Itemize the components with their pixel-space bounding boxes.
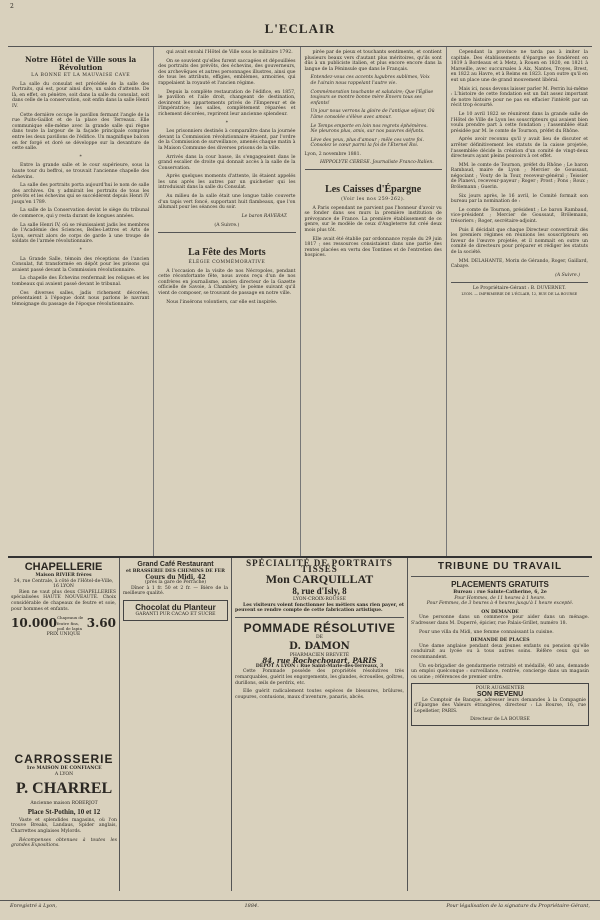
paragraph: Après quelques moments d'attente, ils étaient appelés les uns après les autres par un guichetier qui les introduisait dans la salle du Consulat. [158, 174, 296, 191]
ad-fixed-price: PRIX UNIQUE [46, 631, 81, 637]
ad-promo-number: 10.000 [11, 615, 57, 630]
ad-listing: Un ex-brigadier de gendarmerie retraité et médaillé, 40 ans, demande un emploi quelconque : surveillance, rentrée, concierge dans un magasin ou usine ; références de premier ordre. [411, 663, 589, 680]
ad-doctor: D. DAMON [289, 640, 350, 652]
paragraph: Cette dernière occupe le pavillon fermant l'angle de la rue Puits-Gaillot et de la place des Terreaux. Elle communique elle-même avec la grande salle qui règne dans toute la largeur de la façade principale comprise entre les deux pavillons de l'édifice. Un magnifique balcon en fer forgé et doré se développe sur la devanture de cette salle. [12, 112, 150, 152]
poem-stanza: Entendez-vous ces accents lugubres sublimes, Voix de l'airain nous rappelant l'autre vie. [310, 75, 430, 86]
ad-awards: Récompenses obtenues à toutes les grandes Expositions. [11, 837, 117, 849]
paragraph: Mais ici, nous devons laisser parler M. Perrin lui-même : L'histoire de cette fondation est un fait assez important de notre histoire pour ne pas en effacier l'intérêt par un récit trop écourté. [450, 86, 588, 109]
paragraph: La salle des portraits porta aujourd'hui le nom de salle des archives. On y admirait les portraits de tous les prévôts et les échevins qui se succédèrent depuis Henri IV jusqu'en 1789. [12, 183, 150, 205]
paragraph: Ces diverses salles, jadis richement décorées, présentaient à l'époque dont nous parlons le navrant témoignage du passage de l'époque révolutionnaire. [12, 290, 150, 307]
ad-former: Ancienne maison ROBERJOT [30, 801, 98, 807]
footer-year: 1884. [244, 903, 259, 909]
printer-line: LYON. — IMPRIMERIE DE L'ÉCLAIR, 12, RUE DE LA BOURSE [461, 291, 578, 296]
paragraph: Six jours après, le 16 avril, le Comité formait son bureau par la nomination de : [450, 193, 588, 205]
ad-body: Cette Pommade possède des propriétés résolutives très remarquables, guérit les engorgements, les glandes, écrouelles, goîtres, durillons, œils de perdrix, etc. [235, 669, 404, 686]
ad-cafe-chocolate [120, 558, 232, 891]
divider [158, 232, 295, 233]
ad-hours-men: Pour Hommes, de 11 heures à 1 heure. [454, 595, 546, 601]
article-columns [8, 46, 592, 556]
poem-date: Lyon, 2 novembre 1881. [304, 151, 361, 157]
ad-body: Vaste et splendides magasins, où l'on trouve Breaks, Landaus, Spider anglais, Charrettes anglaises Mylords. [11, 817, 117, 834]
ad-address: 8, rue d'Isly, 8 [292, 586, 347, 597]
ad-shop: 84, rue Rochechouart, PARIS [262, 656, 377, 666]
ad-chocolate-box [123, 600, 228, 621]
paragraph: La salle Henri IV, où se réunissaient jadis les membres de l'Académie des Sciences, Belles-Lettres et Arts de Lyon, servait alors de corps de garde à une troupe de soldats de l'armée révolutionnaire. [12, 222, 150, 245]
ad-city: LYON-CROIX-ROUSSE [292, 597, 346, 603]
paragraph: Nous l'insérons volontiers, car elle est inspirée. [166, 299, 278, 305]
ad-profit-body: Le Comptoir de Banque, adresser leurs demandes à la Compagnie d'Épargne des Valeurs étrangères, directeur : La Bourse, 16, rue Lepelletier, PARIS. [414, 697, 586, 714]
article-title: Notre Hôtel de Ville sous la Révolution [25, 55, 137, 72]
ad-title: Grand Café Restaurant [137, 561, 214, 568]
ad-house: Mon CARQUILLAT [265, 572, 374, 587]
paragraph: Le 10 avril 1822 se réunirent dans la grande salle de l'Hôtel de Ville de Lyon les souscripteurs qui avaient bien voulu prendre part à cette fondation ; l'assemblée était présidée par M. le comte de Tournon, préfet du Rhône. [450, 111, 588, 134]
paragraph: Arrivés dans la cour basse, ils s'engageaient dans le grand escalier de droite qui donnait accès à la salle de la Conservation. [158, 154, 296, 171]
ad-promo-price: 3.60 [86, 615, 116, 630]
ad-body: Elle guérit radicalement toutes espèces de blessures, brûlures, coupures, contusions, maux d'aventure, panaris, abcès. [235, 689, 404, 700]
ad-profit-big: SON REVENU [476, 690, 524, 698]
ad-promo-text: Chapeaux de feutre fins, poil de lapin [56, 615, 84, 632]
article-subtitle: ÉLÉGIE COMMÉMORATIVE [188, 260, 266, 266]
footer-registered: Enregistré à Lyon, [10, 903, 57, 909]
article-title: Les Caisses d'Épargne [325, 184, 422, 196]
paragraph: Depuis la complète restauration de l'édifice, en 1857, le pavillon et l'aile droit, changeant de destination, devinrent les appartements privés de l'Empereur et de l'Impératrice; les salles, complètement réparées et richement décorées, reprirent leur ancienne splendeur. [158, 89, 296, 117]
footer [0, 900, 600, 913]
paragraph: La chapelle des Échevins renfermait les reliques et les tombeaux qui avaient passé devant le tribunal. [12, 276, 150, 287]
member-list: MM. le comte de Tournon, préfet du Rhône ; Le baron Rambaud, maire de Lyon ; Mercier de Goussaut, négociant ; Vouty de la Tour, receveur-général ; Teissier de Planevi, receveur-payeur ; Roger ; Prost ; Pons ; Roux ; Brölemann ; Guerin. [450, 162, 588, 191]
article-subtitle: (Voir les nos 259-262). [341, 197, 406, 203]
ad-title: TRIBUNE DU TRAVAIL [437, 561, 563, 572]
poem-stanza: Le Temps emporte en loin nos regrets éphémères. Ne pleurons plus, amis, sur nos pauvres défunts. [310, 123, 428, 135]
ad-note: (près la gare de Perrache) [144, 580, 207, 586]
column-1 [8, 47, 154, 556]
ad-subtitle: et BRASSERIE DES CHEMINS DE FER [126, 569, 225, 574]
ad-chocolate-title: Chocolat du Planteur [135, 602, 216, 612]
column-3 [301, 47, 447, 556]
manager-signature: Le Propriétaire-Gérant : B. DUVERNET. [472, 286, 566, 292]
ad-arc-title: SPÉCIALITÉ DE PORTRAITS TISSÉS [246, 558, 393, 574]
ad-body: Rien ne vaut plus deux CHAPELLERIES spécialisées HAUTE NOUVEAUTÉ. Choix considérable de chapeaux de feutre et soie, pour hommes et enfants. [11, 589, 116, 612]
divider [305, 169, 442, 170]
ad-section-title: DEMANDE DE PLACES [470, 638, 530, 644]
divider [235, 617, 404, 618]
paragraph: Les prisonniers destinés à comparaître dans la journée devant la Commission révolutionnaire étaient, par l'ordre de la Commission de surveillance, amenés chaque matin à la Maison Commune des diverses prisons de la ville. [158, 129, 296, 151]
paragraph: A Paris cependant ne parvient pas l'honneur d'avoir vu se fonder dans ses murs la première institution de prévoyance de France. La première établissement de ce genre, sur le modèle de ceux d'Angleterre fut créé deux mois plus tôt. [304, 205, 442, 234]
ad-note: Les visiteurs voient fonctionner les métiers sans rien payer, et peuvent se rendre compte de cette fabrication artistique. [235, 602, 404, 614]
to-be-continued: (A Suivre.) [555, 272, 580, 278]
article-title: La Fête des Morts [188, 247, 266, 259]
ad-hours-women: Pour Femmes, de 3 heures à 4 heures jusqu'à 1 heure excepté. [426, 601, 574, 607]
member-list: Le comte de Tournon, président ; Le baron Rambaud, vice-président ; Mercier de Goussaut, Brölemann, trésoriers ; Roger, secrétaire-adjoint. [450, 207, 588, 225]
ad-house: Maison RIVIER frères [35, 573, 92, 578]
ad-section-title: ON DEMANDE [481, 609, 519, 615]
paragraph: Cependant la province ne tarda pas à imiter la capitale. Des établissements d'épargne se fondèrent en 1819 à Bordeaux et à Metz, à Rouen en 1820, en 1821 à Marseille, avec succursales à Aix, Nantes, Troyes, Brest, en 1822 au Havre, et à Reims en 1823. Lyon outre qu'il en eut un place une de grand mouvement libéral. [450, 50, 588, 83]
ad-depot: DÉPÔT A LYON : Rue Saint-Marie-des-Terreaux, 3 [255, 663, 384, 669]
ad-role: PHARMACIEN BREVETÉ [289, 652, 350, 658]
page-number: 2 [10, 3, 14, 10]
article-signature: Le baron RAVERAT. [241, 213, 288, 219]
ad-of: DE [315, 634, 324, 640]
ad-offer: Dîner à 1 fr. 50 et 2 fr. — Bière de la meilleure qualité. [123, 585, 228, 597]
paragraph: Elle avait été établie par ordonnance royale du 29 juin 1817 ; ses ressources consistaient dans une partie des rentes placées en vertu des Tontines et de l'entretien des hospices. [304, 236, 442, 259]
ad-place: Place St-Pothin, 10 et 12 [27, 807, 101, 816]
ad-name: P. CHARREL [15, 780, 113, 798]
ad-listing: Une personne dans un commerce pour aider dans un ménage. S'adresser dans M. Duperré, épicier, rue Palais-Grillet, numéro 18. [411, 615, 589, 626]
paragraph: On se souvient qu'elles furent saccagées et dépouillées des portraits des prévôts, des échevins, des gouverneurs, des archevêques et autres personnages illustres, ainsi que de tous les attributs, effigies, emblèmes, armoiries, qui rappelaient la royauté et l'ancien régime. [158, 58, 296, 86]
article-subtitle: LA BONNE ET LA MAUVAISE CAVE [31, 73, 131, 78]
ad-carriage-block [8, 748, 120, 852]
ad-revenue-box [411, 683, 589, 726]
ad-bureau: Bureau : rue Sainte-Catherine, 6, 2e [453, 590, 547, 595]
section-star: * [225, 120, 229, 126]
poem-signature: HIPPOLYTE CERESE. Journaliste Franco-Italien. [319, 159, 434, 165]
divider [451, 282, 588, 283]
divider [411, 576, 589, 577]
paragraph: A l'occasion de la visite de nos Nécropoles, pendant cette réconfortante fête, nous avons reçu d'un de nos confrères en journalisme, ancien directeur de la Gazette officielle de Savoie, à Chambéry, le poème suivant qu'il vient de composer, se trouvant de passage en notre ville. [158, 268, 296, 296]
ad-first-house: 1re MAISON DE CONFIANCE [26, 766, 102, 771]
paragraph: pirée par de pieux et touchants sentiments, et contient plusieurs beaux vers d'autant plus méritoires, qu'ils sont dûs à un publiciste italien, et plus encore encore dans la langue de la Péninsule que dans le Français. [304, 50, 442, 72]
ad-carrosserie: CARROSSERIE [14, 752, 114, 766]
ad-listing: Pour une villa du Midi, une femme connaissant la cuisine. [419, 629, 554, 635]
paragraph: Puis il décidait que chaque Directeur convertirait dès les premiers régimes en réunions les souscripteurs en faveur de l'œuvre projetée, et il nommait en outre un comité de directeurs pour préparer et rédiger les statuts de la société. [450, 227, 588, 255]
ad-city: A LYON [54, 771, 74, 777]
section-star: * [79, 248, 82, 254]
ad-chocolate-sub: GARANTI PUR CACAO ET SUCRE [135, 611, 216, 617]
ad-director: Directeur de LA BOURSE [470, 717, 530, 723]
to-be-continued: (A Suivre.) [214, 223, 240, 229]
paragraph: Entre la grande salle et le cour supérieure, sous la haute tour du beffroi, se trouvait l'ancienne chapelle des échevins. [12, 163, 150, 180]
paragraph: La Grande Salle, témoin des réceptions de l'ancien Consulat, fut transformée en dépôt pour les prisons qui avaient passé devant la Commission révolutionnaire. [12, 256, 150, 273]
member-list: MM. DELAHANTE, Morin de Gérando, Roger, Gaillard, Cabaye. [450, 258, 588, 270]
column-2 [154, 47, 300, 556]
ad-tribune-travail [408, 558, 592, 891]
paragraph: qui avait envahi l'Hôtel de Ville sous le militaire 1792. [166, 50, 293, 55]
paragraph: Au milieu de la salle était une longue table couverte d'un tapis vert foncé, supportant huit flambeaux, que l'on allumait pour les séances du soir. [158, 194, 296, 211]
ad-listing: Une dame anglaise pendant deux jeunes enfants ou pension qu'elle conduirait au lycée ou à tous autres soins. Réfère ceux qui se recommandent. [411, 643, 589, 660]
ad-title: CHAPELLERIE [24, 561, 103, 573]
ad-address: Cours du Midi, 42 [145, 573, 206, 581]
ad-portraits-pommade [232, 558, 408, 891]
ad-placements: PLACEMENTS GRATUITS [451, 580, 549, 589]
paragraph: La salle de la Conservation devint le siège du tribunal de commerce, qui y resta durant de longues années. [12, 208, 150, 220]
paragraph: La salle du consulat est précédée de la salle des Portraits, qui est, pour ainsi dire, un salon d'attente. De là, en effet, on pénètre, soit dans la salle du consulat, soit dans celle de la conservation, soit enfin dans la salle Henri IV. [12, 81, 150, 109]
poem-stanza: Un jour nous verrons la gloire de l'antique séjour, Où l'âme consolée s'élève avec amour. [310, 109, 435, 120]
footer-legalisation: Pour légalisation de la signature du Propriétaire-Gérant, [446, 903, 590, 909]
paragraph: Après avoir reconnu qu'il y avait lieu de discuter et arrêter définitivement les statuts de la caisse projetée, l'assemblée décide la création d'un comité de vingt-deux directeurs ayant pleins pouvoirs à cet effet. [450, 137, 588, 160]
ad-product: POMMADE RÉSOLUTIVE [243, 620, 396, 635]
masthead: L'ECLAIR [264, 21, 336, 36]
ad-promo [11, 615, 116, 632]
poem-stanza: Lève des yeux, plus d'amour ; mêle ces votre foi. Consolez le cœur parmi la foi de l'Éternel Roi. [310, 137, 424, 149]
section-star: * [79, 154, 82, 160]
poem-stanza: Commémoration touchante et salutaire; Que l'Église toujours se montre bonne mère Envers tous ses enfants! [310, 89, 434, 106]
column-4 [447, 47, 592, 556]
ad-profit-title: POUR AUGMENTER [475, 686, 525, 692]
ad-address: 34, rue Centrale, à côté de l'Hôtel-de-Ville, 16 LYON [13, 578, 114, 590]
